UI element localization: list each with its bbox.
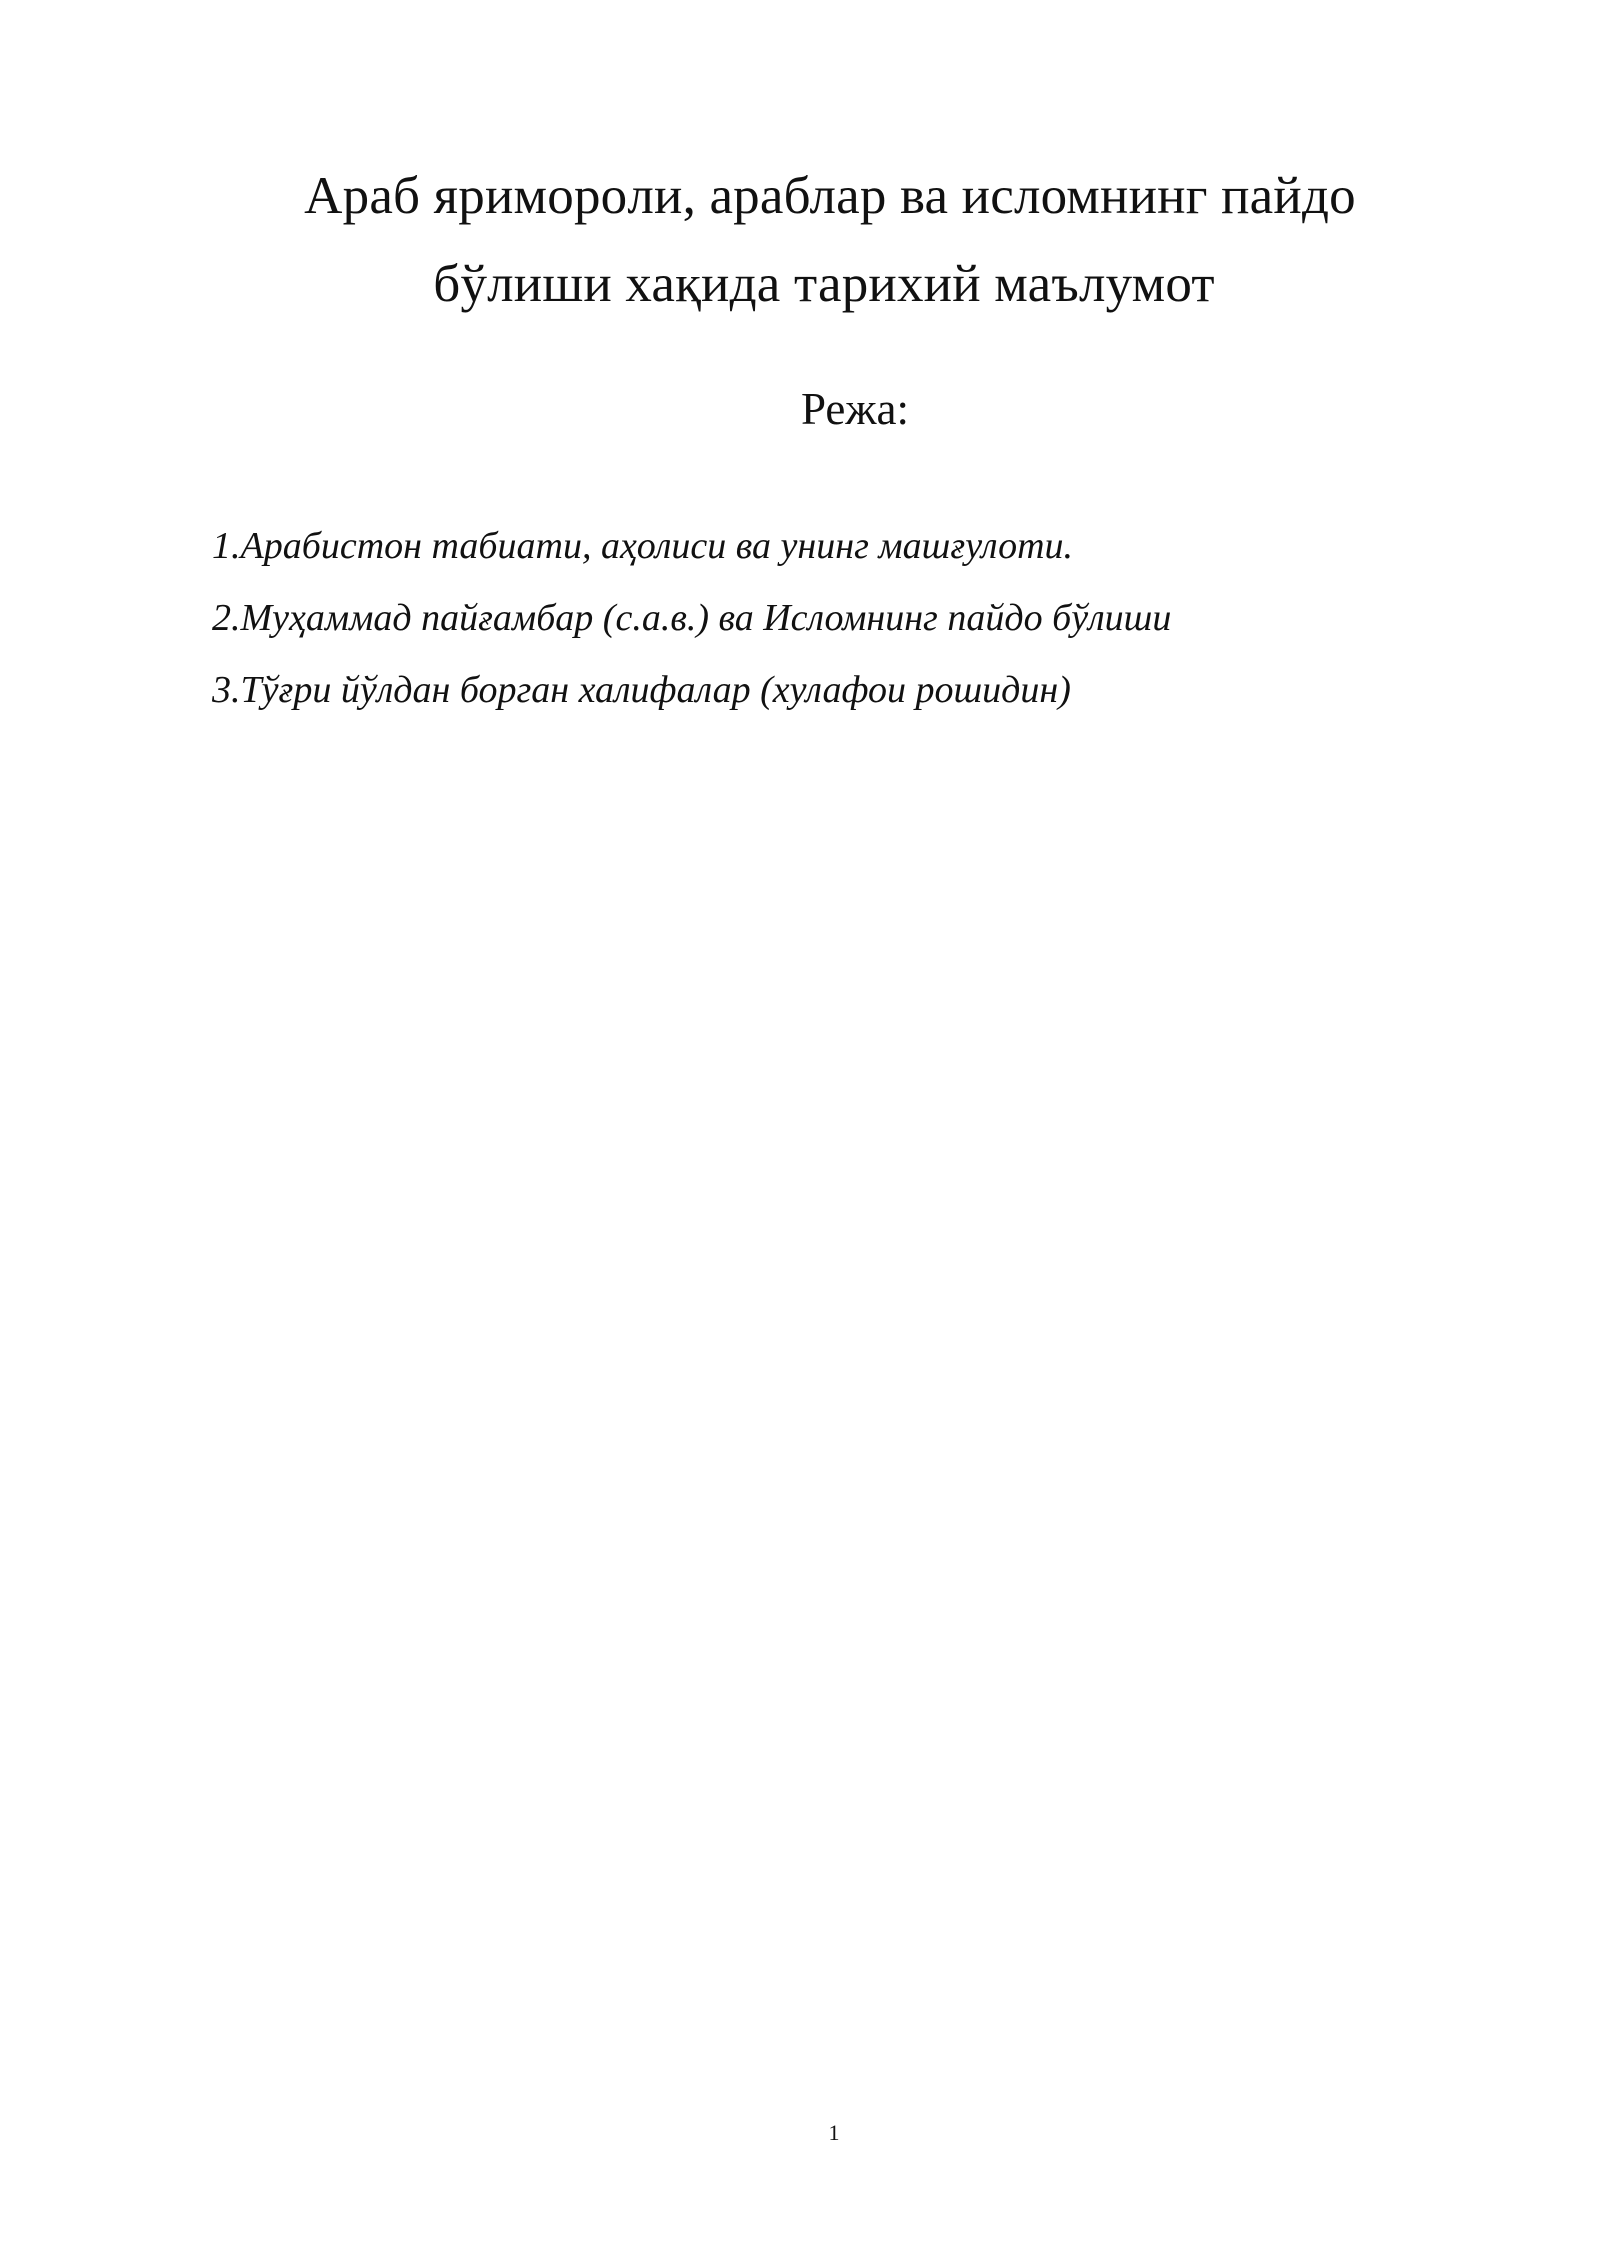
plan-list (212, 521, 1171, 737)
plan-heading: Режа: (801, 384, 909, 434)
document-title-line-2: бўлиши хақида тарихий маълумот (433, 255, 1215, 313)
document-title-line-1: Араб яриморoли, араблар ва исломнинг пайдо (304, 167, 1356, 225)
document-title (180, 152, 1480, 328)
plan-item-2: 2.Муҳаммад пайғамбар (с.а.в.) ва Исломнинг пайдо бўлиши (212, 597, 1172, 639)
plan-item-3: 3.Тўғри йўлдан борган халифалар (хулафои рошидин) (212, 669, 1071, 711)
plan-item-1: 1.Арабистон табиати, аҳолиси ва унинг машғулоти. (212, 525, 1074, 567)
page-number: 1 (828, 2120, 840, 2145)
